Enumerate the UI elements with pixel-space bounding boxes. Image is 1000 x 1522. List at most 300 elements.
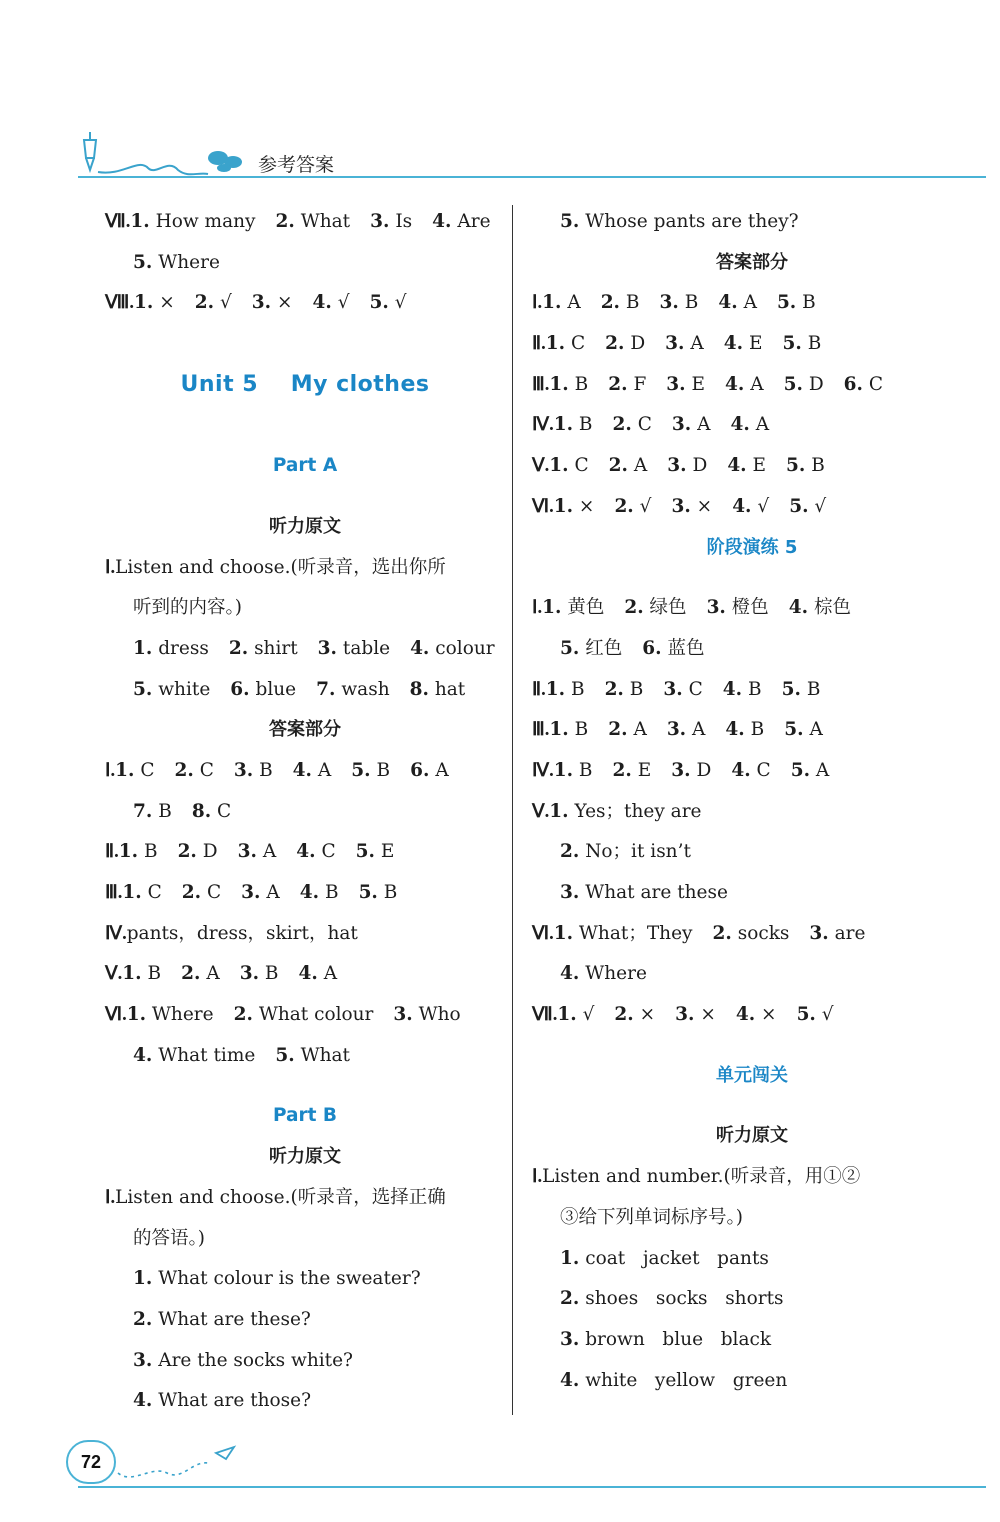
item-answer: white yellow green: [585, 1369, 788, 1391]
right-column: [532, 202, 972, 1401]
answer-item: [130, 211, 255, 232]
answer-line: [105, 832, 505, 873]
item-number: 8.: [409, 678, 429, 700]
answer-item: [174, 760, 213, 781]
answer-item: [614, 496, 651, 517]
answer-item: [293, 760, 332, 781]
item-number: 2.: [600, 292, 621, 314]
item-number: 4.: [432, 211, 452, 232]
item-number: 6.: [230, 678, 250, 700]
item-number: 3.: [663, 678, 683, 700]
item-answer: D: [202, 841, 218, 863]
item-answer: B: [147, 963, 162, 985]
answer-item: [667, 455, 707, 476]
answer-line: [105, 751, 505, 792]
item-number: 1.: [130, 211, 150, 232]
item-number: 2.: [181, 882, 202, 903]
item-answer: shoes socks shorts: [585, 1288, 784, 1310]
answer-item: [133, 252, 220, 273]
answer-item: [560, 1248, 769, 1269]
answer-item: [133, 1309, 311, 1330]
item-answer: Where: [585, 963, 647, 985]
answer-item: [122, 963, 161, 984]
item-number: 4.: [133, 1390, 153, 1412]
item-answer: A: [323, 963, 338, 985]
answer-item: [410, 638, 495, 659]
answer-item: [784, 719, 823, 740]
question-number: Ⅵ.: [105, 1005, 127, 1026]
answer-line: [532, 1279, 972, 1320]
item-answer: hat: [434, 678, 466, 700]
answer-item: [549, 455, 588, 476]
answer-item: [542, 597, 604, 618]
item-answer: B: [264, 963, 279, 985]
item-answer: 蓝色: [667, 637, 705, 659]
text-line: [105, 1178, 505, 1219]
answer-item: [296, 841, 335, 862]
question-number: Ⅰ.: [105, 557, 116, 578]
item-number: 8.: [191, 800, 212, 822]
item-answer: B: [570, 678, 585, 700]
item-answer: C: [756, 759, 771, 781]
item-answer: B: [259, 759, 273, 781]
spacer: [105, 324, 505, 365]
item-number: 1.: [134, 292, 154, 314]
item-answer: Are: [457, 211, 491, 232]
question-number: Ⅱ.: [532, 334, 546, 355]
answer-line: [105, 670, 505, 711]
answer-line: [532, 873, 972, 914]
item-number: 2.: [612, 414, 632, 436]
answer-line: [105, 202, 505, 243]
item-answer: D: [630, 333, 646, 355]
item-number: 5.: [784, 719, 804, 741]
answer-line: [532, 1320, 972, 1361]
item-answer: √: [757, 495, 770, 517]
answer-item: [608, 719, 647, 740]
item-number: 5.: [275, 1044, 295, 1066]
answer-item: [613, 760, 652, 781]
answer-item: [660, 292, 699, 313]
answer-item: [410, 679, 466, 700]
item-answer: √: [639, 495, 652, 517]
spacer: [105, 487, 505, 507]
item-answer: 红色: [585, 637, 623, 659]
answer-item: [312, 292, 349, 313]
item-number: 3.: [671, 759, 691, 781]
item-number: 1.: [542, 597, 562, 619]
answer-item: [122, 882, 161, 903]
item-number: 4.: [732, 495, 752, 517]
answer-item: [549, 374, 588, 395]
item-number: 2.: [233, 1004, 253, 1026]
item-answer: E: [748, 333, 763, 355]
item-number: 5.: [369, 292, 389, 314]
answer-item: [718, 292, 757, 313]
answer-line: [105, 243, 505, 284]
item-number: 1.: [553, 759, 574, 781]
section-title: Part A: [272, 455, 338, 477]
item-answer: No；it isn’t: [585, 841, 691, 863]
answer-line: [532, 283, 972, 324]
answer-item: [230, 679, 296, 700]
answer-item: [560, 638, 622, 659]
item-number: 4.: [731, 759, 751, 781]
item-answer: B: [376, 759, 391, 781]
item-number: 2.: [624, 597, 644, 619]
answer-line: [105, 1341, 505, 1382]
item-number: 2.: [275, 211, 295, 232]
answer-item: [727, 455, 766, 476]
item-number: 5.: [789, 495, 809, 517]
item-answer: D: [808, 373, 824, 395]
item-answer: C: [147, 882, 162, 903]
item-answer: E: [380, 841, 395, 863]
item-answer: Yes；they are: [574, 800, 702, 822]
item-answer: Is: [395, 211, 413, 232]
left-column: [105, 202, 505, 1422]
item-number: 4.: [725, 373, 745, 395]
answer-item: [554, 496, 595, 517]
item-number: 3.: [393, 1004, 413, 1026]
answer-item: [252, 292, 293, 313]
item-number: 4.: [299, 882, 320, 903]
answer-item: [542, 292, 581, 313]
answer-line: [532, 487, 972, 528]
item-answer: B: [578, 759, 593, 781]
item-answer: D: [696, 759, 712, 781]
question-number: Ⅳ.: [105, 923, 127, 944]
item-answer: ×: [761, 1004, 777, 1026]
answer-line: [105, 954, 505, 995]
answer-line: [532, 751, 972, 792]
item-answer: coat jacket pants: [585, 1247, 769, 1269]
item-answer: ×: [159, 292, 175, 314]
item-number: 4.: [560, 963, 580, 985]
item-answer: blue: [255, 678, 297, 700]
item-answer: A: [697, 414, 711, 436]
question-number: Ⅳ.: [532, 760, 554, 781]
answer-item: [133, 801, 172, 822]
answer-item: [178, 841, 218, 862]
item-number: 3.: [665, 333, 685, 355]
item-answer: A: [743, 292, 757, 314]
item-number: 3.: [671, 414, 692, 436]
answer-line: [532, 588, 972, 629]
item-number: 3.: [659, 292, 679, 314]
item-number: 1.: [553, 495, 574, 517]
item-answer: B: [625, 292, 640, 314]
item-number: 5.: [790, 759, 811, 781]
answer-item: [134, 292, 175, 313]
item-number: 5.: [560, 211, 580, 232]
item-answer: B: [574, 719, 589, 741]
answer-item: [560, 1288, 784, 1309]
item-answer: B: [143, 841, 158, 863]
answer-item: [725, 374, 764, 395]
answer-line: [105, 792, 505, 833]
item-number: 3.: [133, 1349, 153, 1371]
answer-line: [532, 365, 972, 406]
unit-title: Unit 5 My clothes: [180, 371, 430, 397]
question-number: Ⅵ.: [532, 923, 554, 944]
item-number: 2.: [614, 1004, 634, 1026]
item-number: 3.: [237, 841, 257, 863]
answer-item: [791, 760, 830, 781]
answer-line: [105, 283, 505, 324]
answer-line: [532, 914, 972, 955]
item-number: 1.: [553, 922, 574, 944]
text-line: [105, 914, 505, 955]
column-divider: [512, 205, 513, 1415]
item-answer: Who: [418, 1004, 461, 1026]
item-answer: B: [811, 455, 825, 477]
answer-item: [240, 963, 279, 984]
item-number: 2.: [614, 495, 634, 517]
item-number: 3.: [251, 292, 272, 314]
item-number: 3.: [666, 719, 687, 741]
item-number: 5.: [355, 841, 375, 863]
answer-item: [624, 597, 686, 618]
item-number: 1.: [122, 963, 142, 985]
text-content: 听到的内容。): [133, 597, 242, 619]
item-number: 2.: [177, 841, 197, 863]
item-answer: brown blue black: [585, 1328, 772, 1350]
item-answer: C: [321, 841, 336, 863]
item-answer: A: [317, 759, 332, 781]
answer-item: [731, 414, 770, 435]
answer-item: [675, 1004, 716, 1025]
item-number: 7.: [316, 678, 336, 700]
item-number: 4.: [133, 1044, 153, 1066]
answer-line: [532, 995, 972, 1036]
item-number: 1.: [545, 678, 566, 700]
subsection-heading: 听力原文: [269, 515, 341, 537]
answer-item: [275, 1045, 350, 1066]
item-number: 1.: [545, 333, 566, 355]
item-number: 3.: [317, 637, 337, 659]
item-answer: A: [690, 333, 704, 355]
answer-item: [181, 963, 220, 984]
item-answer: √: [337, 292, 350, 314]
text-content: 的答语。): [133, 1227, 205, 1249]
item-number: 4.: [735, 1004, 756, 1026]
item-answer: A: [266, 882, 280, 903]
item-number: 4.: [410, 637, 430, 659]
item-answer: 绿色: [649, 597, 687, 619]
item-number: 2.: [133, 1308, 153, 1330]
item-number: 4.: [560, 1369, 580, 1391]
item-number: 2.: [228, 637, 249, 659]
item-number: 2.: [608, 455, 628, 477]
answer-item: [797, 1004, 834, 1025]
item-answer: E: [752, 455, 767, 477]
item-answer: A: [633, 719, 647, 741]
answer-item: [546, 679, 585, 700]
answer-item: [133, 1350, 353, 1371]
answer-item: [316, 679, 390, 700]
item-number: 5.: [783, 373, 803, 395]
answer-item: [724, 333, 763, 354]
text-line: [105, 588, 505, 629]
item-number: 2.: [560, 1288, 580, 1310]
item-answer: A: [755, 414, 770, 436]
spacer: [532, 1096, 972, 1116]
item-number: 1.: [133, 637, 153, 659]
question-number: Ⅰ.: [532, 293, 543, 314]
answer-line: [105, 873, 505, 914]
answer-item: [560, 1370, 787, 1391]
item-number: 2.: [604, 678, 624, 700]
item-answer: shirt: [254, 637, 298, 659]
text-line: [105, 548, 505, 589]
answer-item: [356, 841, 395, 862]
answer-item: [784, 374, 824, 395]
answer-item: [234, 760, 273, 781]
item-number: 4.: [296, 841, 316, 863]
answer-item: [229, 638, 298, 659]
answer-item: [723, 679, 762, 700]
footer-rule: [78, 1486, 986, 1488]
item-number: 5.: [781, 678, 801, 700]
answer-line: [105, 995, 505, 1036]
item-answer: A: [633, 455, 648, 477]
answer-item: [731, 760, 770, 781]
item-number: 3.: [671, 495, 691, 517]
item-number: 1.: [549, 719, 569, 741]
answer-item: [241, 882, 280, 903]
item-answer: 黄色: [567, 597, 605, 619]
answer-item: [672, 414, 711, 435]
question-number: Ⅳ.: [532, 415, 554, 436]
text-line: [105, 1219, 505, 1260]
item-number: 5.: [560, 637, 580, 659]
answer-item: [276, 211, 351, 232]
header-title: 参考答案: [258, 154, 335, 176]
answer-item: [393, 1004, 460, 1025]
answer-item: [299, 963, 338, 984]
text-content: pants，dress，skirt，hat: [126, 922, 358, 944]
answer-line: [105, 1036, 505, 1077]
item-number: 2.: [194, 292, 215, 314]
answer-item: [560, 841, 691, 862]
answer-item: [370, 292, 407, 313]
item-number: 3.: [233, 759, 254, 781]
answer-item: [671, 760, 711, 781]
item-number: 4.: [718, 292, 738, 314]
item-answer: C: [140, 759, 155, 781]
answer-item: [234, 1004, 374, 1025]
item-answer: What colour is the sweater?: [158, 1268, 421, 1290]
item-answer: C: [217, 800, 232, 822]
item-number: 1.: [560, 1247, 580, 1269]
item-number: 2.: [560, 841, 580, 863]
question-number: Ⅱ.: [105, 842, 119, 863]
question-number: Ⅱ.: [532, 679, 546, 700]
item-answer: E: [691, 373, 706, 395]
item-answer: √: [582, 1004, 595, 1026]
item-answer: ×: [276, 292, 293, 314]
item-answer: Are the socks white?: [158, 1349, 353, 1371]
answer-item: [786, 455, 825, 476]
item-number: 6.: [642, 637, 662, 659]
answer-item: [119, 841, 158, 862]
lantern-butterfly-decoration: [78, 128, 248, 180]
answer-item: [666, 374, 705, 395]
text-content: Listen and choose.(听录音，选出你所: [115, 556, 446, 578]
item-answer: What colour: [258, 1004, 374, 1026]
answer-item: [663, 679, 702, 700]
item-answer: 棕色: [814, 597, 852, 619]
header-rule: [78, 176, 986, 178]
item-number: 5.: [776, 292, 797, 314]
question-number: Ⅰ.: [105, 1187, 116, 1208]
answer-item: [195, 292, 232, 313]
item-number: 4.: [298, 963, 318, 985]
item-number: 3.: [560, 882, 580, 903]
answer-item: [789, 597, 851, 618]
item-answer: B: [684, 292, 699, 314]
item-number: 4.: [730, 414, 750, 436]
item-number: 4.: [725, 719, 745, 741]
answer-line: [532, 202, 972, 243]
item-number: 1.: [553, 414, 574, 436]
answer-line: [105, 1300, 505, 1341]
answer-item: [557, 1004, 594, 1025]
item-number: 1.: [133, 1268, 153, 1290]
answer-item: [554, 923, 693, 944]
answer-item: [127, 1004, 214, 1025]
item-answer: A: [262, 841, 277, 863]
answer-item: [546, 333, 585, 354]
answer-line: [532, 832, 972, 873]
answer-item: [667, 719, 706, 740]
item-number: 5.: [351, 759, 371, 781]
answer-item: [777, 292, 816, 313]
item-answer: What time: [158, 1044, 256, 1066]
item-number: 5.: [782, 333, 802, 355]
item-number: 2.: [174, 759, 194, 781]
answer-line: [532, 405, 972, 446]
answer-item: [370, 211, 412, 232]
item-number: 2.: [608, 719, 628, 741]
answer-item: [671, 496, 712, 517]
item-answer: What are these: [585, 882, 728, 903]
item-answer: table: [342, 637, 391, 659]
answer-item: [560, 1329, 771, 1350]
answer-line: [532, 954, 972, 995]
item-number: 1.: [549, 373, 569, 395]
item-answer: ×: [578, 495, 595, 517]
answer-line: [532, 710, 972, 751]
item-answer: socks: [737, 922, 790, 944]
item-answer: colour: [435, 637, 495, 659]
answer-item: [712, 923, 789, 944]
question-number: Ⅰ.: [532, 1167, 543, 1188]
answer-item: [783, 333, 822, 354]
answer-item: [554, 414, 593, 435]
item-answer: B: [629, 678, 644, 700]
item-number: 1.: [549, 800, 569, 822]
item-answer: √: [814, 495, 827, 517]
answer-line: [532, 1239, 972, 1280]
answer-item: [133, 1045, 255, 1066]
item-number: 2.: [712, 922, 732, 944]
answer-item: [782, 679, 821, 700]
item-number: 6.: [843, 373, 863, 395]
answer-item: [605, 679, 644, 700]
section-heading: 单元闯关: [716, 1064, 788, 1086]
